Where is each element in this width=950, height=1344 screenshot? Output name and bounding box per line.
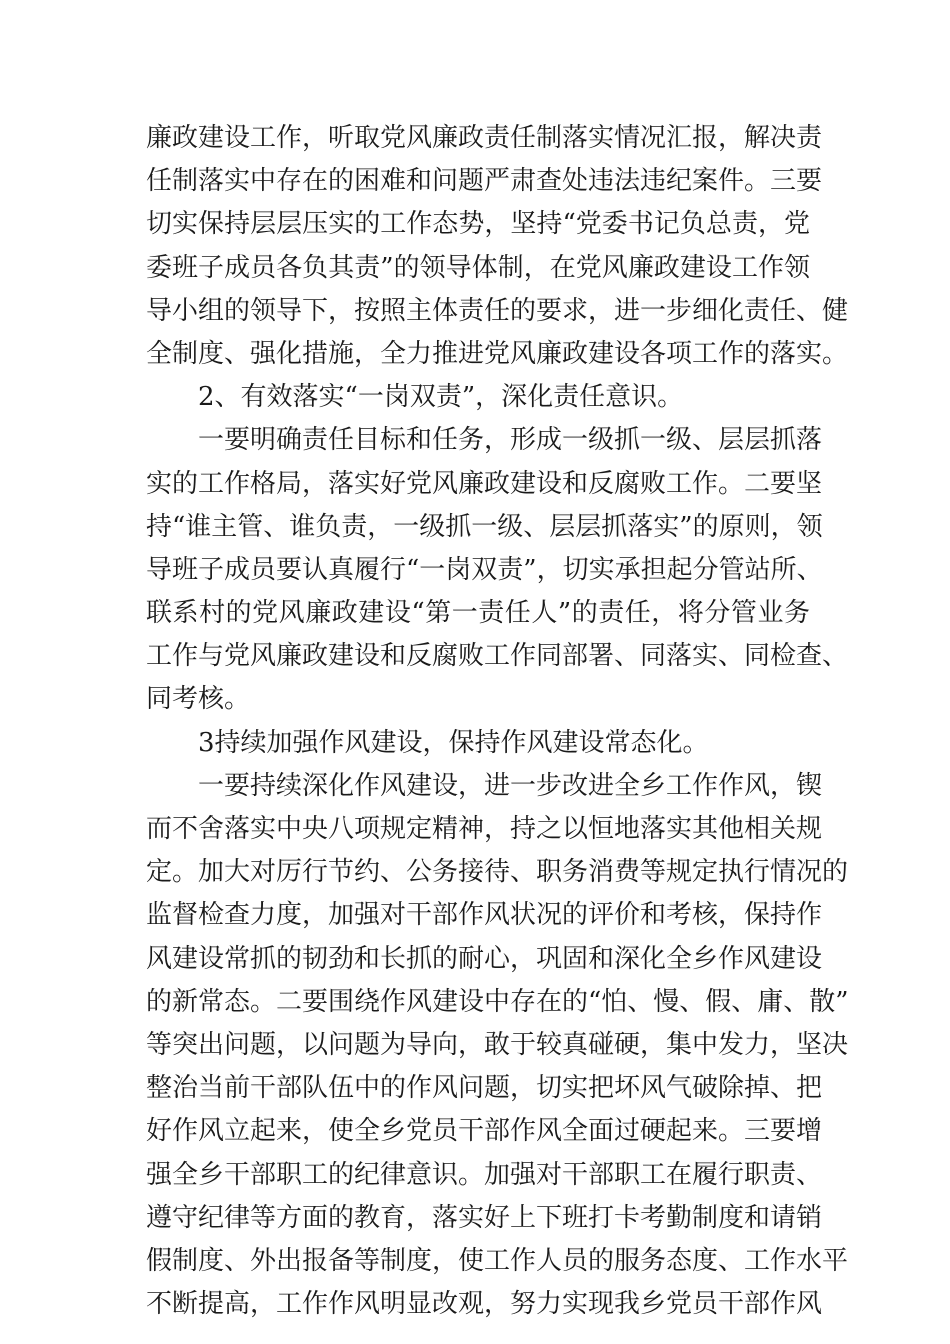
document-body	[146, 117, 849, 1326]
text-line: 的新常态。二要围绕作风建设中存在的“怕、慢、假、庸、散”	[146, 986, 849, 1017]
text-line: 强全乡干部职工的纪律意识。加强对干部职工在履行职责、	[146, 1159, 823, 1190]
text-line: 等突出问题，以问题为导向，敢于较真碰硬，集中发力，坚决	[146, 1029, 849, 1060]
text-line: 定。加大对厉行节约、公务接待、职务消费等规定执行情况的	[146, 857, 849, 888]
text-line: 全制度、强化措施，全力推进党风廉政建设各项工作的落实。	[146, 338, 849, 369]
text-line: 联系村的党风廉政建设“第一责任人”的责任，将分管业务	[146, 598, 810, 629]
text-line: 持“谁主管、谁负责，一级抓一级、层层抓落实”的原则，领	[146, 511, 823, 542]
text-line: 委班子成员各负其责”的领导体制，在党风廉政建设工作领	[146, 252, 810, 283]
text-line: 任制落实中存在的困难和问题严肃查处违法违纪案件。三要	[146, 166, 823, 197]
text-line: 不断提高，工作作风明显改观，努力实现我乡党员干部作风	[146, 1289, 823, 1320]
text-line: 好作风立起来，使全乡党员干部作风全面过硬起来。三要增	[146, 1116, 823, 1147]
text-line: 整治当前干部队伍中的作风问题，切实把坏风气破除掉、把	[146, 1073, 823, 1104]
section-heading: 2、有效落实“一岗双责”，深化责任意识。	[198, 382, 684, 413]
text-line: 风建设常抓的韧劲和长抓的耐心，巩固和深化全乡作风建设	[146, 943, 823, 974]
text-line: 而不舍落实中央八项规定精神，持之以恒地落实其他相关规	[146, 814, 823, 844]
text-line: 导班子成员要认真履行“一岗双责”，切实承担起分管站所、	[146, 554, 823, 585]
text-line: 廉政建设工作，听取党风廉政责任制落实情况汇报，解决责	[146, 123, 823, 153]
text-line: 切实保持层层压实的工作态势，坚持“党委书记负总责，党	[146, 209, 810, 240]
text-line: 实的工作格局，落实好党风廉政建设和反腐败工作。二要坚	[146, 468, 823, 499]
text-line: 导小组的领导下，按照主体责任的要求，进一步细化责任、健	[146, 295, 849, 326]
text-line: 一要明确责任目标和任务，形成一级抓一级、层层抓落	[198, 425, 823, 456]
text-line: 监督检查力度，加强对干部作风状况的评价和考核，保持作	[146, 900, 823, 931]
section-heading: 3持续加强作风建设，保持作风建设常态化。	[198, 727, 709, 758]
text-line: 一要持续深化作风建设，进一步改进全乡工作作风，锲	[198, 770, 823, 801]
text-line: 假制度、外出报备等制度，使工作人员的服务态度、工作水平	[146, 1245, 849, 1276]
text-line: 同考核。	[146, 684, 251, 715]
text-line: 工作与党风廉政建设和反腐败工作同部署、同落实、同检查、	[146, 641, 849, 672]
text-line: 遵守纪律等方面的教育，落实好上下班打卡考勤制度和请销	[146, 1202, 823, 1233]
